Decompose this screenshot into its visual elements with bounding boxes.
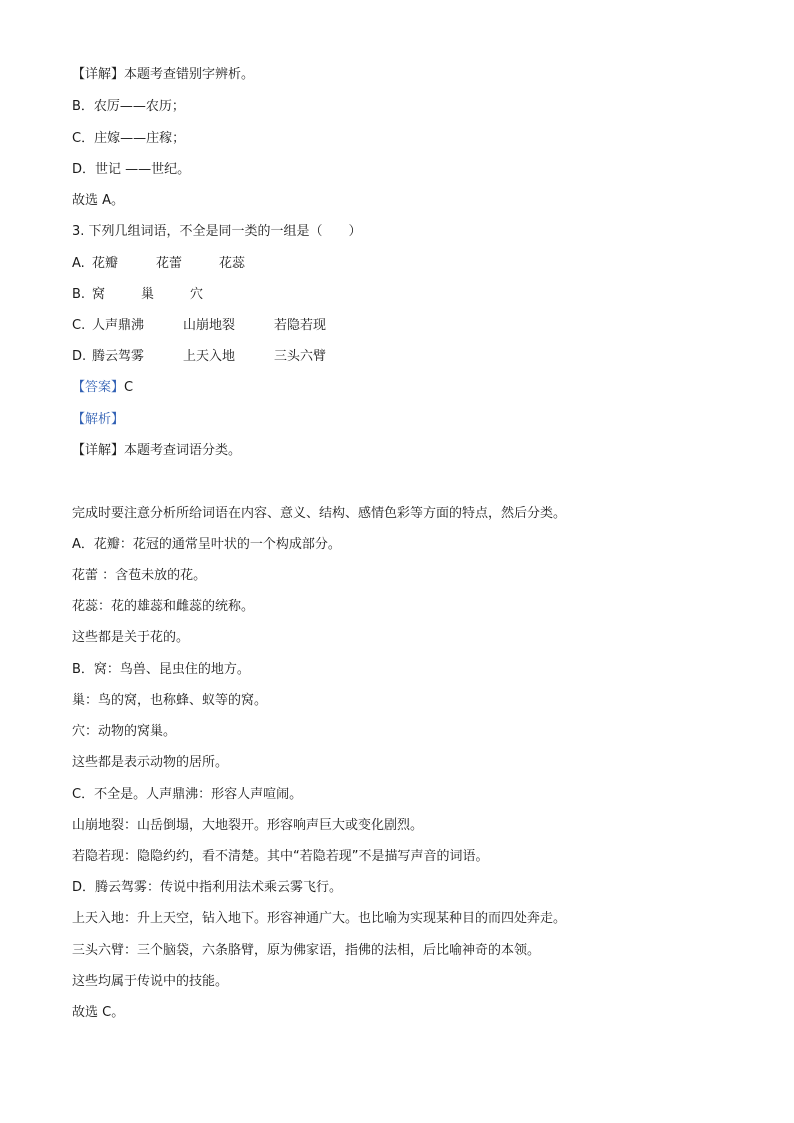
explain-wo: B．窝：鸟兽、昆虫住的地方。 — [72, 662, 250, 677]
option-b-letter: B. — [72, 287, 86, 302]
explain-rensheng: C．不全是。人声鼎沸：形容人声喧闹。 — [72, 787, 303, 802]
option-c-word-3: 若隐若现 — [274, 318, 327, 333]
option-c-word-1: 人声鼎沸 — [92, 318, 145, 333]
option-b-correction: B．农厉——农历； — [72, 99, 185, 114]
option-a-word-1: 花瓣 — [92, 256, 119, 271]
explain-ruoyin: 若隐若现：隐隐约约，看不清楚。其中“若隐若现”不是描写声音的词语。 — [72, 849, 489, 864]
option-a-word-2: 花蕾 — [156, 256, 183, 271]
detail-line-2: 【详解】本题考查词语分类。 — [72, 443, 242, 458]
answer-line — [72, 379, 133, 397]
option-d-word-1: 腾云驾雾 — [92, 349, 145, 364]
option-d-letter: D. — [72, 349, 87, 364]
explain-shangtian: 上天入地：升上天空，钻入地下。形容神通广大。也比喻为实现某种目的而四处奔走。 — [72, 911, 567, 926]
explain-shanbeng: 山崩地裂：山岳倒塌，大地裂开。形容响声巨大或变化剧烈。 — [72, 818, 424, 833]
choice-a-statement: 故选 A。 — [72, 193, 125, 208]
explain-chao: 巢：鸟的窝，也称蜂、蚁等的窝。 — [72, 693, 268, 708]
option-d-word-3: 三头六臂 — [274, 349, 327, 364]
option-d-correction: D．世记 ——世纪。 — [72, 162, 191, 177]
choice-c-statement: 故选 C。 — [72, 1005, 125, 1020]
option-b-word-3: 穴 — [190, 287, 204, 302]
option-d-word-2: 上天入地 — [183, 349, 236, 364]
explain-xue: 穴：动物的窝巢。 — [72, 724, 177, 739]
explain-santou: 三头六臂：三个脑袋，六条胳臂，原为佛家语，指佛的法相，后比喻神奇的本领。 — [72, 943, 541, 958]
explain-huarui: 花蕊：花的雄蕊和雌蕊的统称。 — [72, 599, 255, 614]
answer-tag: 【答案】 — [72, 380, 125, 395]
explain-huaban: A．花瓣：花冠的通常呈叶状的一个构成部分。 — [72, 537, 341, 552]
explain-tengyun: D．腾云驾雾：传说中指利用法术乘云雾飞行。 — [72, 880, 343, 895]
method-line: 完成时要注意分析所给词语在内容、意义、结构、感情色彩等方面的特点，然后分类。 — [72, 506, 567, 521]
option-a-letter: A. — [72, 256, 85, 271]
option-b-word-1: 窝 — [92, 287, 106, 302]
option-a-word-3: 花蕊 — [219, 256, 246, 271]
analysis-tag: 【解析】 — [72, 412, 125, 427]
option-c-letter: C. — [72, 318, 86, 333]
answer-value: C — [124, 380, 134, 395]
option-c-correction: C．庄嫁——庄稼； — [72, 131, 186, 146]
summary-a: 这些都是关于花的。 — [72, 630, 190, 645]
summary-d: 这些均属于传说中的技能。 — [72, 974, 229, 989]
question-3-stem: 3. 下列几组词语，不全是同一类的一组是（ ） — [72, 224, 362, 239]
option-b-word-2: 巢 — [141, 287, 155, 302]
explain-hualei: 花蕾 ：含苞未放的花。 — [72, 568, 207, 583]
summary-b: 这些都是表示动物的居所。 — [72, 755, 229, 770]
option-c-word-2: 山崩地裂 — [183, 318, 236, 333]
detail-line-1: 【详解】本题考查错别字辨析。 — [72, 67, 255, 82]
